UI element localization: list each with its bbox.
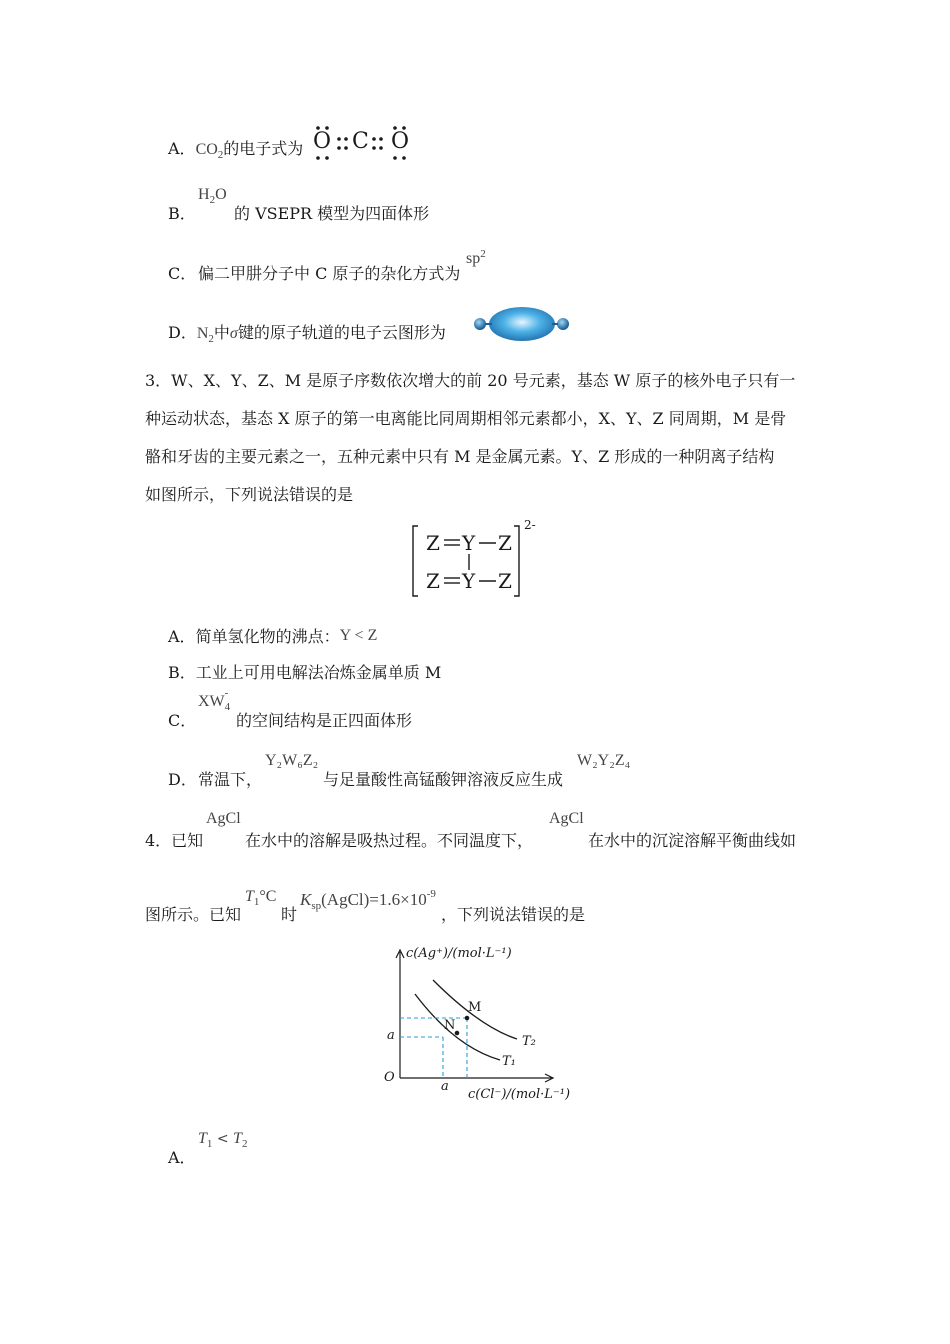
- co2-lewis-structure: [312, 124, 412, 164]
- sigma-bond-cloud-image: [472, 304, 572, 348]
- chart-x-tick-a: a: [441, 1079, 449, 1094]
- chart-curve-t2-label: T₂: [522, 1034, 536, 1049]
- chart-curve-t1-label: T₁: [502, 1054, 516, 1069]
- point-m-dot: [465, 1016, 470, 1021]
- q3-stem-line-3: 骼和牙齿的主要元素之一，五种元素中只有 M 是金属元素。Y、Z 形成的一种阴离子结构: [145, 447, 775, 466]
- q3-anion-structure: [410, 518, 550, 602]
- chart-origin: O: [384, 1070, 395, 1085]
- curve-t1: [415, 994, 500, 1060]
- q3-stem-line-2: 种运动状态，基态 X 原子的第一电离能比同周期相邻元素都小，X、Y、Z 同周期，M 是骨: [145, 409, 787, 428]
- struct-z-top-left: Z: [426, 531, 440, 555]
- q3-option-b: B．工业上可用电解法冶炼金属单质 M: [168, 663, 442, 682]
- chart-point-n-label: N: [444, 1018, 456, 1033]
- q2-option-a: A．$CO_2$的电子式为: [168, 139, 304, 161]
- struct-z-bottom-right: Z: [498, 569, 512, 593]
- point-n-dot: [455, 1031, 460, 1036]
- lewis-c: C: [352, 129, 369, 154]
- struct-z-top-right: Z: [498, 531, 512, 555]
- q2-option-d: D．$N_2$中σ键的原子轨道的电子云图形为: [168, 323, 446, 345]
- q3-stem-line-4: 如图所示，下列说法错误的是: [145, 485, 354, 504]
- q3-option-a: A．简单氢化物的沸点：Y < Z: [168, 627, 378, 646]
- struct-charge: 2-: [524, 518, 536, 532]
- struct-z-bottom-left: Z: [426, 569, 440, 593]
- struct-y-top: Y: [462, 531, 476, 555]
- struct-y-bottom: Y: [462, 569, 476, 593]
- q4-stem-line-1: 4．已知 AgCl 在水中的溶解是吸热过程。不同温度下， AgCl 在水中的沉淀溶解平衡曲线如: [145, 810, 797, 850]
- chart-y-tick-a: a: [387, 1028, 395, 1043]
- lewis-o-left: O: [313, 129, 332, 154]
- chart-x-label: c(Cl⁻)/(mol·L⁻¹): [468, 1087, 571, 1102]
- lewis-o-right: O: [391, 129, 410, 154]
- chart-y-label: c(Ag⁺)/(mol·L⁻¹): [406, 946, 512, 961]
- q4-solubility-chart: [375, 942, 575, 1108]
- chart-point-m-label: M: [468, 1000, 482, 1015]
- q4-stem-line-2: 图所示。已知 $T_1^\circ C$ 时 $K_{sp}(AgCl)=1.6\times 10^{-9}$ ，下列说法错误的是: [145, 888, 586, 924]
- q3-stem-line-1: 3．W、X、Y、Z、M 是原子序数依次增大的前 20 号元素，基态 W 原子的核外电子只有一: [145, 371, 796, 390]
